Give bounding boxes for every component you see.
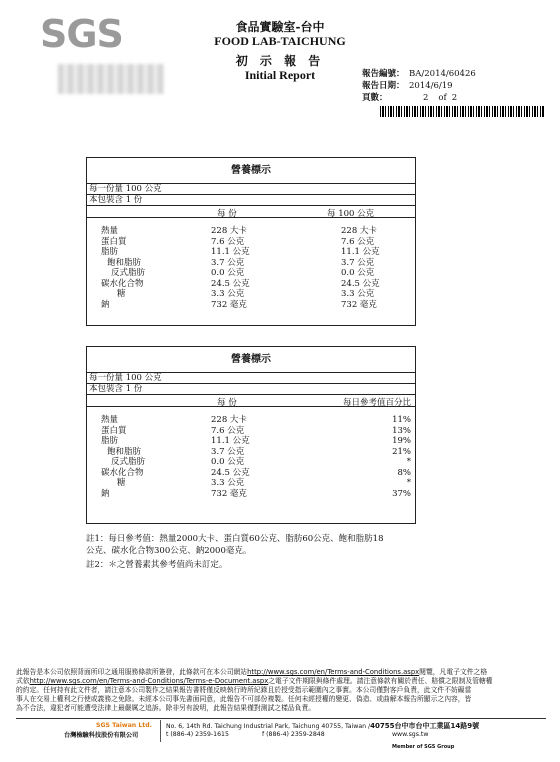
per-serving-value: 11.1 公克 [211,436,250,446]
table-row [87,436,415,447]
table-row [87,426,415,437]
table-row [87,415,415,426]
per-100g-value: 3.3 公克 [341,289,375,299]
nutrient-name: 反式脂肪 [111,268,146,278]
nutrient-name: 飽和脂肪 [107,446,142,457]
table-row [87,226,415,237]
serving-size: 每一份量 100 公克 [87,184,415,195]
daily-value-percent: 13% [392,425,411,436]
serving-size: 每一份量 100 公克 [87,373,415,384]
barcode [380,106,544,117]
daily-value-percent: 21% [392,446,411,457]
table-row [87,489,415,500]
nutrient-name: 碳水化合物 [101,278,144,289]
per-serving-value: 11.1 公克 [211,247,250,257]
per-serving-value: 7.6 公克 [211,236,245,247]
report-date: 2014/6/19 [409,81,453,91]
per-100g-value: 3.7 公克 [341,257,375,268]
nutrient-name: 飽和脂肪 [107,257,142,268]
per-100g-value: 732 毫克 [341,299,377,310]
column-header: 每 份 每日參考值百分比 [87,394,415,407]
lab-title-en: FOOD LAB-TAICHUNG [214,34,346,48]
daily-value-percent: 37% [392,488,411,499]
member-of-group: Member of SGS Group [392,744,455,750]
report-number: BA/2014/60426 [409,69,476,79]
legal-disclaimer: 此報告是本公司依照背面所印之通用服務條款所簽發，此條款可在本公司網站http://www.sgs.com/en/Terms-and-Conditions.aspx閱覽，凡電子文件之格 式依http://www.sgs.com/en/Terms-and-Conditions/Terms-e-Document.aspx之電子文件期限與條件處理。請注意條款有關於責任、賠償之限制及管轄權 的約定。任何持有此文件者，請注意本公司製作之結果報告書將僅反映執行時所紀錄且於授受指示範圍內之事實。本公司僅對客戶負責，此文件不妨礙當 事人在交易上權利之行使或義務之免除。未經本公司事先書面同意，此報告不可部份複製。任何未經授權的變更、偽造、或曲解本報告所顯示之內容，皆 為不合法，違犯者可能遭受法律上最嚴厲之追訴。除非另有說明，此報告結果僅對測試之樣品負責。 [16,668,493,712]
table-title: 營養標示 [87,158,415,184]
terms-link[interactable]: http://www.sgs.com/en/Terms-and-Conditions.aspx [247,668,420,676]
table-row [87,300,415,311]
per-100g-value: 24.5 公克 [341,278,380,289]
note-2: 註2：＊之營養素其參考值尚未訂定。 [86,560,228,570]
per-serving-value: 3.7 公克 [211,257,245,268]
per-serving-value: 3.3 公克 [211,289,245,299]
per-serving-value: 0.0 公克 [211,268,245,278]
report-date-row: 報告日期： 2014/6/19 [362,81,453,91]
nutrient-name: 反式脂肪 [111,457,146,467]
fax: f (886-4) 2359-2848 [262,731,325,738]
note-1: 註1：每日參考值：熱量2000大卡、蛋白質60公克、脂肪60公克、飽和脂肪18 公克、碳水化合物300公克、鈉2000毫克。 [86,534,384,556]
e-document-terms-link[interactable]: http://www.sgs.com/en/Terms-and-Conditions/Terms-e-Document.aspx [29,677,269,685]
report-type-cn: 初 示 報 告 [235,54,325,68]
per-serving-value: 24.5 公克 [211,278,250,289]
table-row [87,478,415,489]
table-row [87,447,415,458]
table-row [87,457,415,468]
per-serving-value: 228 大卡 [211,226,247,236]
per-serving-value: 24.5 公克 [211,467,250,478]
table-row [87,258,415,269]
servings-per-package: 本包裝含 1 份 [89,195,143,205]
nutrient-name: 熱量 [101,226,119,236]
per-serving-value: 732 毫克 [211,488,247,499]
nutrient-name: 鈉 [101,299,110,310]
daily-value-percent: * [406,478,411,488]
column-header: 每 份 每 100 公克 [87,205,415,218]
per-serving-value: 732 毫克 [211,299,247,310]
servings-per-package: 本包裝含 1 份 [89,384,143,394]
nutrient-name: 糖 [117,289,126,299]
sgs-logo: SGS [40,12,123,56]
website[interactable]: www.sgs.tw [392,731,429,738]
table-row [87,289,415,300]
nutrient-name: 脂肪 [101,247,119,257]
nutrient-name: 鈉 [101,488,110,499]
nutrition-table-daily-value [86,346,416,524]
per-serving-value: 228 大卡 [211,415,247,425]
nutrient-name: 蛋白質 [101,236,127,247]
per-serving-value: 3.7 公克 [211,446,245,457]
lab-title-cn: 食品實驗室-台中 [235,20,325,34]
report-type-en: Initial Report [244,68,316,82]
table-row [87,268,415,279]
nutrient-name: 糖 [117,478,126,488]
daily-value-percent: 8% [397,467,411,478]
per-serving-value: 3.3 公克 [211,478,245,488]
daily-value-percent: * [406,457,411,467]
per-100g-value: 228 大卡 [341,226,377,236]
nutrient-name: 碳水化合物 [101,467,144,478]
nutrient-name: 蛋白質 [101,425,127,436]
footer-divider [16,718,546,719]
nutrient-name: 熱量 [101,415,119,425]
table-title: 營養標示 [87,347,415,373]
table-row [87,247,415,258]
per-100g-value: 11.1 公克 [341,247,380,257]
per-serving-value: 0.0 公克 [211,457,245,467]
nutrient-name: 脂肪 [101,436,119,446]
daily-value-percent: 11% [392,415,411,425]
page-count-row: 頁數： 2 of 2 [362,93,458,103]
company-address: No. 6, 14th Rd. Taichung Industrial Park, Taichung 40755, Taiwan /40755台中市台中工業區14路9號 [166,722,480,730]
per-100g-value: 7.6 公克 [341,236,375,247]
table-row [87,237,415,248]
per-100g-value: 0.0 公克 [341,268,375,278]
company-name-cn: 台灣檢驗科技股份有限公司 [64,732,139,739]
company-name-en: SGS Taiwan Ltd. [96,722,152,729]
table-row [87,279,415,290]
report-number-row: 報告編號： BA/2014/60426 [362,69,476,79]
table-row [87,468,415,479]
redacted-client-block [58,64,164,94]
per-serving-value: 7.6 公克 [211,425,245,436]
telephone: t (886-4) 2359-1615 [166,731,229,738]
daily-value-percent: 19% [392,436,411,446]
nutrition-table-per-100g [86,157,416,326]
footer-separator [160,720,161,742]
